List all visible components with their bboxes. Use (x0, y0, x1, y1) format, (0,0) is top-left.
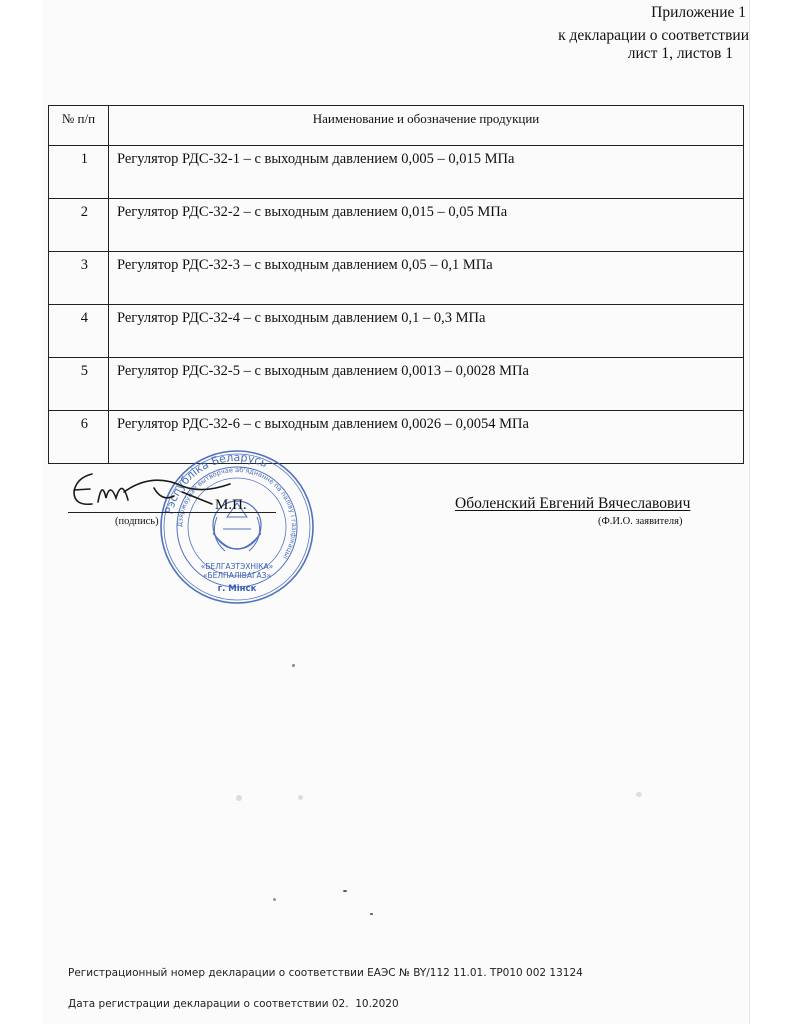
table-row (49, 199, 744, 252)
scan-speck (370, 913, 373, 915)
row-number: 2 (49, 199, 109, 252)
product-name: Регулятор РДС-32-3 – с выходным давлением 0,05 – 0,1 МПа (109, 252, 744, 305)
row-number: 1 (49, 146, 109, 199)
products-table (48, 105, 744, 464)
appendix-title: Приложение 1 (651, 4, 746, 21)
row-number: 3 (49, 252, 109, 305)
product-name: Регулятор РДС-32-5 – с выходным давлением 0,0013 – 0,0028 МПа (109, 358, 744, 411)
registration-number: Регистрационный номер декларации о соответствии ЕАЭС № BY/112 11.01. ТР010 002 13124 (68, 967, 583, 979)
table-row (49, 252, 744, 305)
appendix-subtitle: к декларации о соответствии (558, 27, 749, 44)
row-number: 6 (49, 411, 109, 464)
row-number: 4 (49, 305, 109, 358)
row-number: 5 (49, 358, 109, 411)
product-name: Регулятор РДС-32-6 – с выходным давлением 0,0026 – 0,0054 МПа (109, 411, 744, 464)
table-row (49, 305, 744, 358)
product-name: Регулятор РДС-32-4 – с выходным давлением 0,1 – 0,3 МПа (109, 305, 744, 358)
product-name: Регулятор РДС-32-2 – с выходным давлением 0,015 – 0,05 МПа (109, 199, 744, 252)
product-name: Регулятор РДС-32-1 – с выходным давлением 0,005 – 0,015 МПа (109, 146, 744, 199)
scan-speck (292, 664, 295, 667)
column-header-number: № п/п (49, 106, 109, 146)
stamp-ring-text: Дзяржаўнае вытворчае аб'яднанне па паліву і газіфікацыі (175, 465, 299, 561)
seal-place-label: М.П. (215, 497, 247, 513)
stamp-inner-text-2: «БЕЛПАЛІВАГАЗ» (202, 571, 272, 580)
column-header-name: Наименование и обозначение продукции (109, 106, 744, 146)
scan-speck (636, 792, 642, 797)
signature-caption: (подпись) (115, 516, 159, 527)
table-row (49, 411, 744, 464)
scan-speck (273, 898, 276, 901)
scan-speck (343, 890, 347, 892)
table-row (49, 146, 744, 199)
table-header-row (49, 106, 744, 146)
stamp-outer-text: Рэспубліка Беларусь (162, 450, 270, 516)
scan-speck (236, 795, 242, 801)
page-edge (749, 0, 750, 1024)
applicant-caption: (Ф.И.О. заявителя) (598, 516, 683, 527)
registration-date: Дата регистрации декларации о соответствии 02. 10.2020 (68, 998, 399, 1010)
stamp-city: г. Мінск (217, 584, 257, 594)
table-row (49, 358, 744, 411)
stamp-inner-text-1: «БЕЛГАЗТЭХНІКА» (200, 562, 274, 571)
applicant-name: Оболенский Евгений Вячеславович (455, 495, 691, 512)
sheet-count: лист 1, листов 1 (627, 45, 733, 62)
scan-speck (298, 795, 303, 800)
